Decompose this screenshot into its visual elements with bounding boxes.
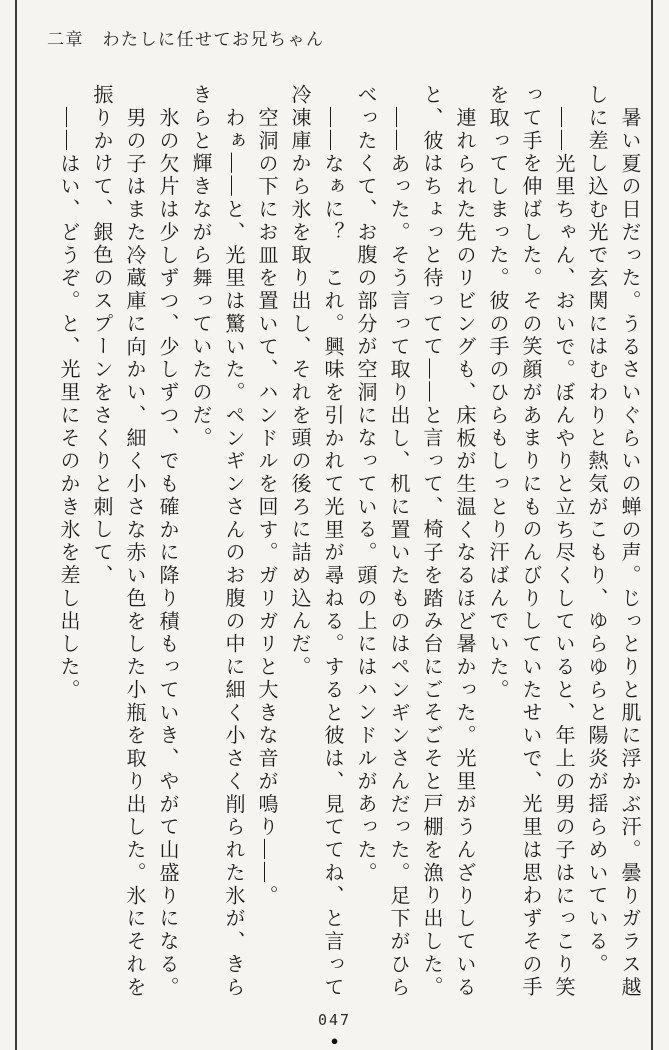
chapter-header: 二章 わたしに任せてお兄ちゃん [47, 30, 325, 49]
text-column: ——あった。そう言って取り出し、机に置いたものはペンギンさんだった。足下がひら [387, 106, 409, 1000]
text-column: 氷の欠片は少しずつ、少しずつ、でも確かに降り積もっていき、やがて山盛りになる。 [156, 106, 178, 1000]
text-column: を取ってしまった。彼の手のひらもしっとり汗ばんでいた。 [486, 84, 508, 702]
text-column: わぁ——と、光里は驚いた。ペンギンさんのお腹の中に細く小さく削られた氷が、きら [222, 106, 244, 1000]
page-edge-left-rule [15, 0, 17, 1050]
text-column: ——光里ちゃん、おいで。ぼんやりと立ち尽くしていると、年上の男の子はにっこり笑 [552, 106, 574, 1000]
page-edge-right-rule [651, 0, 653, 1050]
text-column: って手を伸ばした。その笑顔があまりにものんびりしていたせいで、光里は思わずその手 [519, 84, 541, 999]
text-column: しに差し込む光で玄関にはむわりと熱気がこもり、ゆらゆらと陽炎が揺らめいている。 [585, 84, 607, 977]
text-column: ——はい、どうぞ。と、光里にそのかき氷を差し出した。 [57, 106, 79, 702]
page-number: 047 [317, 1011, 352, 1029]
text-column: 暑い夏の日だった。うるさいぐらいの蝉の声。じっとりと肌に浮かぶ汗。曇りガラス越 [618, 106, 640, 1000]
text-column: 冷凍庫から氷を取り出し、それを頭の後ろに詰め込んだ。 [288, 84, 310, 679]
text-column: べったくて、お腹の部分が空洞になっている。頭の上にはハンドルがあった。 [354, 84, 376, 885]
text-column: 振りかけて、銀色のスプーンをさくりと刺して、 [90, 84, 112, 588]
text-column: 連れられた先のリビングも、床板が生温くなるほど暑かった。光里がうんざりしている [453, 106, 475, 1000]
text-column: ——なぁに？ これ。興味を引かれて光里が尋ねる。すると彼は、見ててね、と言って [321, 106, 343, 1000]
section-end-dot-icon: ● [330, 1033, 339, 1048]
text-column: 空洞の下にお皿を置いて、ハンドルを回す。ガリガリと大きな音が鳴り——。 [255, 106, 277, 908]
body-text [51, 84, 645, 1006]
text-column: 男の子はまた冷蔵庫に向かい、細く小さな赤い色をした小瓶を取り出した。氷にそれを [123, 106, 145, 1000]
text-column: と、彼はちょっと待ってて——と言って、椅子を踏み台にごそごそと戸棚を漁り出した。 [420, 84, 442, 999]
text-column: きらと輝きながら舞っていたのだ。 [189, 84, 211, 450]
